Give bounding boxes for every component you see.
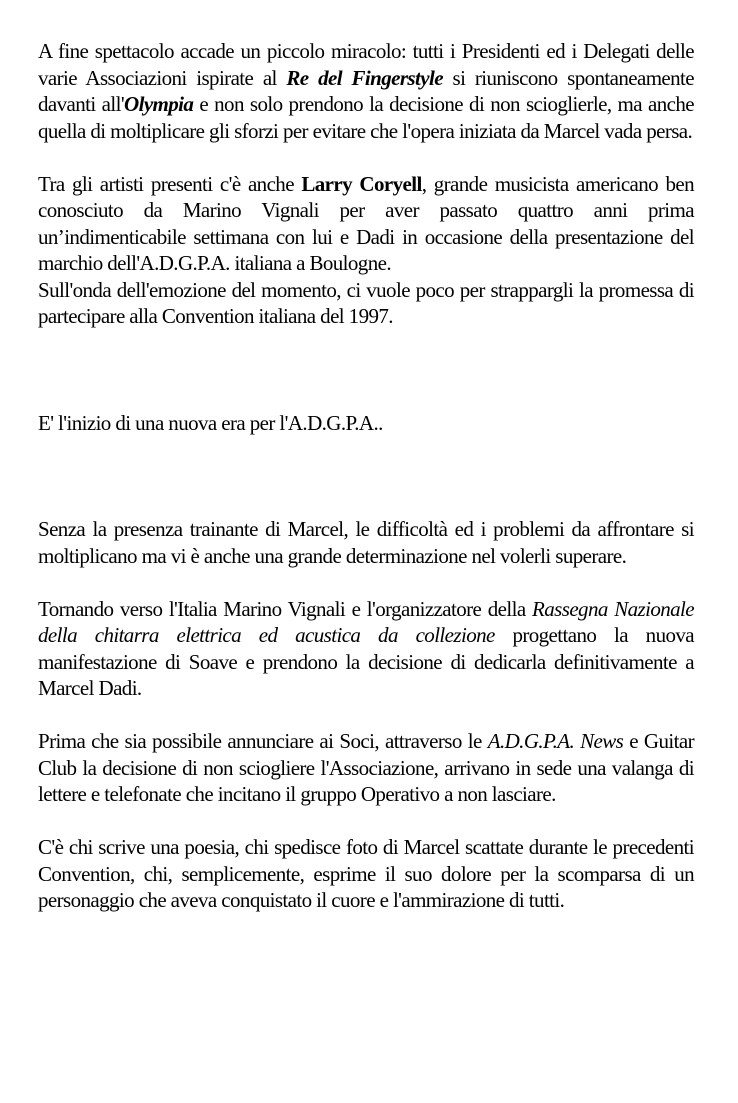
paragraph-coryell: [38, 171, 694, 277]
spacer: [38, 144, 694, 171]
emphasis-larry-coryell: Larry Coryell: [301, 171, 422, 196]
paragraph-soave: [38, 596, 694, 702]
paragraph-tributes: C'è chi scrive una poesia, chi spedisce foto di Marcel scattate durante le precedenti Convention, chi, semplicemente, esprime il suo dolore per la scomparsa di un personaggio che aveva conquistato il cuore e l'ammirazione di tutti.: [38, 835, 694, 912]
emphasis-olympia: Olympia: [124, 92, 194, 116]
paragraph-promise: Sull'onda dell'emozione del momento, ci vuole poco per strappargli la promessa di partecipare alla Convention italiana del 1997.: [38, 277, 694, 328]
paragraph-miracle: [38, 38, 694, 144]
text: e non solo prendono la decisione di non scioglierle, ma anche quella di moltiplicare gli sforzi per evitare che l'opera iniziata da Marcel vada persa.: [38, 92, 694, 143]
paragraph-difficulties: Senza la presenza trainante di Marcel, le difficoltà ed i problemi da affrontare si moltiplicano ma vi è anche una grande determinazione nel volerli superare.: [38, 517, 694, 568]
text: si riuniscono spontaneamente davanti all': [38, 65, 695, 116]
document-page: [38, 38, 694, 914]
spacer: [38, 569, 694, 596]
spacer: [38, 436, 694, 516]
spacer: [38, 702, 694, 729]
emphasis-rassegna: Rassegna Nazionale della chitarra elettrica ed acustica da collezione: [38, 596, 694, 647]
text: e Guitar Club la decisione di non sciogliere l'Associazione, arrivano in sede una valanga di lettere e telefonate che incitano il gruppo Operativo a non lasciare.: [38, 729, 694, 806]
text: Tornando verso l'Italia Marino Vignali e l'organizzatore della: [38, 596, 533, 621]
emphasis-adgpa-news: A.D.G.P.A. News: [487, 729, 624, 753]
text: A fine spettacolo accade un piccolo miracolo: tutti i Presidenti ed i Delegati delle varie Associazioni ispirate al: [38, 39, 694, 90]
text: progettano la nuova manifestazione di Soave e prendono la decisione di dedicarla definitivamente a Marcel Dadi.: [38, 623, 694, 700]
spacer: [38, 808, 694, 835]
text: Tra gli artisti presenti c'è anche: [38, 171, 302, 196]
text: Prima che sia possibile annunciare ai Soci, attraverso le: [38, 729, 488, 753]
paragraph-letters: [38, 728, 694, 808]
emphasis-fingerstyle: Re del Fingerstyle: [286, 65, 443, 90]
paragraph-new-era: E' l'inizio di una nuova era per l'A.D.G.P.A..: [38, 410, 383, 435]
spacer: [38, 330, 694, 410]
text: , grande musicista americano ben conosciuto da Marino Vignali per aver passato quattro anni prima un’indimenticabile settimana con lui e Dadi in occasione della presentazione del marchio dell'A.D.G.P.A. italiana a Boulogne.: [38, 171, 695, 275]
